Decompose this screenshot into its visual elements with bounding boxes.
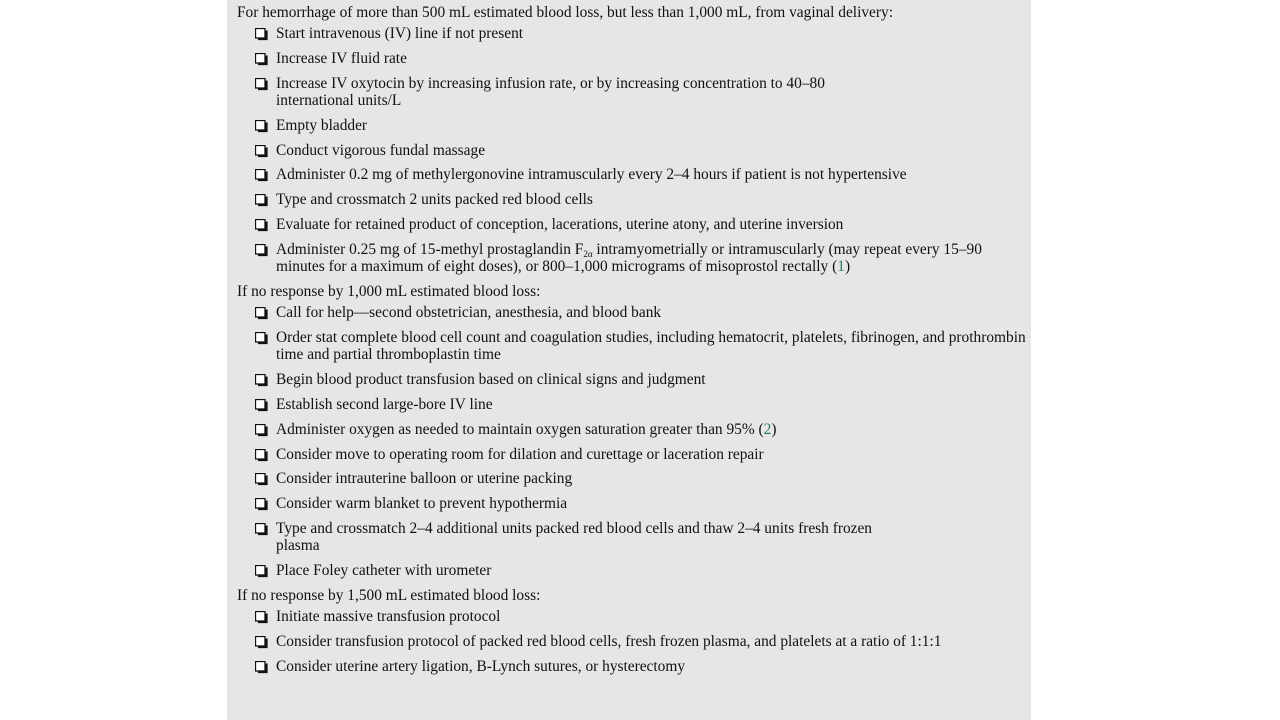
checklist-item-text: Evaluate for retained product of conception, lacerations, uterine atony, and uterine inversion (276, 215, 844, 233)
prostaglandin-text-rest: intramyometrially or intramuscularly (may repeat every 15–90 minutes for a maximum of eight doses), or 800–1,000 micrograms of misoprostol rectally ( (276, 240, 982, 275)
checkbox-icon (255, 399, 268, 412)
checklist-item-text: Conduct vigorous fundal massage (276, 141, 486, 159)
checklist-item (237, 495, 1027, 512)
checkbox-icon (255, 636, 268, 649)
checklist-item-text: Consider uterine artery ligation, B-Lynch sutures, or hysterectomy (276, 657, 686, 675)
checklist-item-text: Type and crossmatch 2–4 additional units packed red blood cells and thaw 2–4 units fresh frozen plasma (276, 519, 873, 555)
checklist-item (237, 658, 1027, 675)
checklist-item (237, 142, 1027, 159)
checkbox-icon (255, 145, 268, 158)
checklist-item-text: Start intravenous (IV) line if not present (276, 25, 524, 43)
checkbox-icon (255, 53, 268, 66)
checklist-item-text (276, 421, 1027, 438)
checklist-item-text: Consider transfusion protocol of packed red blood cells, fresh frozen plasma, and platelets at a ratio of 1:1:1 (276, 633, 942, 651)
oxygen-text: Administer oxygen as needed to maintain oxygen saturation greater than 95% ( (276, 420, 764, 438)
checklist-item-text: Increase IV fluid rate (276, 50, 407, 67)
checkbox-icon (255, 28, 268, 41)
checklist-item (237, 562, 1027, 579)
prostaglandin-subscript: 2α (583, 248, 593, 259)
checklist-item-text: Consider warm blanket to prevent hypothermia (276, 495, 568, 513)
document-panel (227, 0, 1031, 720)
checklist-item (237, 166, 1027, 183)
checkbox-icon (255, 169, 268, 182)
checklist-item (237, 520, 916, 554)
checklist-item (237, 608, 1027, 625)
section-heading: For hemorrhage of more than 500 mL estimated blood loss, but less than 1,000 mL, from vaginal delivery: (237, 4, 893, 21)
checklist-item-text: Increase IV oxytocin by increasing infusion rate, or by increasing concentration to 40–80 international units/L (276, 74, 825, 109)
checkbox-icon (255, 307, 268, 320)
checkbox-icon (255, 78, 268, 91)
checklist-item (237, 50, 1027, 67)
section-500-1000ml (237, 4, 1027, 275)
checkbox-icon (255, 120, 268, 133)
checklist-item (237, 421, 1027, 438)
checklist-item (237, 304, 1027, 321)
checkbox-icon (255, 244, 268, 257)
checkbox-icon (255, 449, 268, 462)
checkbox-icon (255, 332, 268, 345)
checklist-item-text: Consider intrauterine balloon or uterine packing (276, 470, 573, 488)
checkbox-icon (255, 611, 268, 624)
checklist-item-text: Place Foley catheter with urometer (276, 561, 492, 579)
checklist-item-text: Begin blood product transfusion based on clinical signs and judgment (276, 371, 706, 389)
closing-paren: ) (771, 420, 777, 438)
checklist-item (237, 25, 1027, 42)
checklist-item (237, 396, 1027, 413)
reference-link[interactable]: 2 (763, 420, 772, 438)
checklist-item (237, 75, 876, 109)
checklist-item-text: Administer 0.2 mg of methylergonovine intramuscularly every 2–4 hours if patient is not hypertensive (276, 166, 907, 184)
checkbox-icon (255, 374, 268, 387)
checkbox-icon (255, 194, 268, 207)
checklist-item (237, 633, 986, 650)
checkbox-icon (255, 473, 268, 486)
checklist-item-text (276, 241, 1026, 275)
section-heading: If no response by 1,000 mL estimated blood loss: (237, 283, 541, 301)
checklist-content (237, 4, 1027, 683)
checklist-item (237, 446, 1027, 463)
checkbox-icon (255, 661, 268, 674)
checkbox-icon (255, 219, 268, 232)
checklist-item-text: Order stat complete blood cell count and coagulation studies, including hematocrit, platelets, fibrinogen, and prothrombin time and partial thromboplastin time (276, 329, 1026, 364)
checklist-item (237, 191, 1027, 208)
checklist-item-text: Establish second large-bore IV line (276, 395, 493, 413)
checklist-item-text: Empty bladder (276, 116, 368, 134)
prostaglandin-text: Administer 0.25 mg of 15-methyl prostaglandin F (276, 240, 584, 258)
checklist-item-text: Call for help—second obstetrician, anesthesia, and blood bank (276, 304, 662, 322)
reference-link[interactable]: 1 (837, 257, 845, 275)
checklist-item (237, 241, 1026, 275)
checklist-item-text: Initiate massive transfusion protocol (276, 608, 501, 626)
checkbox-icon (255, 424, 268, 437)
checklist-item (237, 216, 1027, 233)
checklist-item (237, 371, 1027, 388)
checklist-item (237, 117, 1027, 134)
checklist-item-text: Type and crossmatch 2 units packed red blood cells (276, 191, 593, 209)
checklist-item (237, 329, 1031, 363)
section-heading: If no response by 1,500 mL estimated blood loss: (237, 587, 541, 605)
checklist-item-text: Consider move to operating room for dilation and curettage or laceration repair (276, 445, 764, 463)
closing-paren: ) (844, 257, 851, 275)
section-1000ml (237, 283, 1027, 579)
checklist-item (237, 470, 1027, 487)
checkbox-icon (255, 523, 268, 536)
checkbox-icon (255, 498, 268, 511)
checkbox-icon (255, 565, 268, 578)
section-1500ml (237, 587, 1027, 675)
